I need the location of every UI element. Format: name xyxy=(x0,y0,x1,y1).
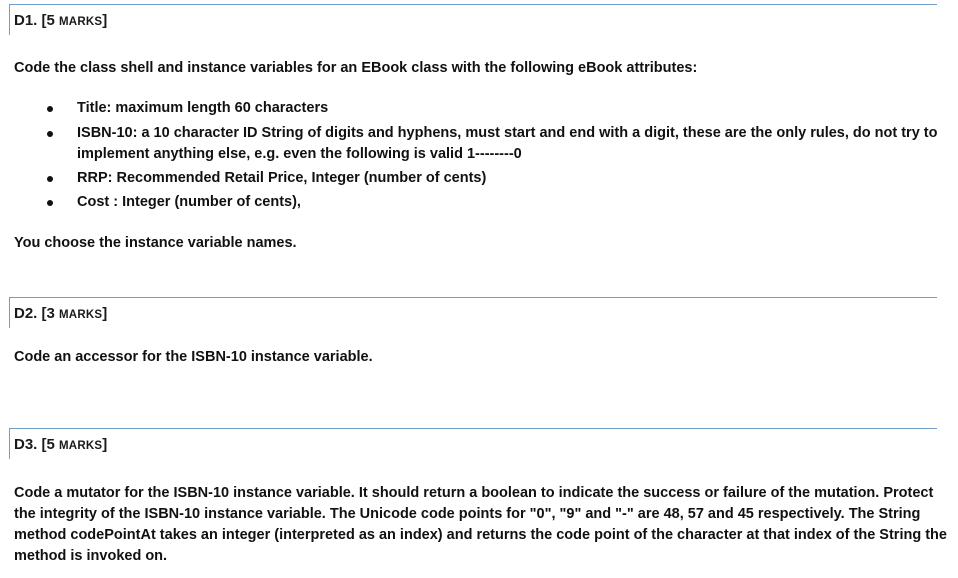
d2-body: Code an accessor for the ISBN-10 instance variable. xyxy=(14,349,373,365)
d3-heading xyxy=(14,436,107,453)
d1-bullet-text: ISBN-10: a 10 character ID String of digits and hyphens, must start and end with a digit, these are the only rules, do not try to implement anything else, e.g. even the following is valid 1--------0 xyxy=(77,125,938,162)
d3-body: Code a mutator for the ISBN-10 instance variable. It should return a boolean to indicate the success or failure of the mutation. Protect the integrity of the ISBN-10 instance variable. The Unicode code points for "0", "9" and "-" are 48, 57 and 45 respectively. The String method codePointAt takes an integer (interpreted as an index) and returns the code point of the character at that index of the String the method is invoked on. xyxy=(14,485,947,564)
bullet-dot-icon xyxy=(47,106,53,112)
d1-heading-marks-word: MARKS xyxy=(59,16,103,28)
d1-heading xyxy=(14,12,107,29)
d3-heading-box xyxy=(9,428,937,459)
d1-bullet-text: Title: maximum length 60 characters xyxy=(77,100,329,116)
bullet-dot-icon xyxy=(47,200,53,206)
d2-heading-marks-word: MARKS xyxy=(59,309,103,321)
d1-bullet-text: RRP: Recommended Retail Price, Integer (number of cents) xyxy=(77,170,487,186)
d1-intro: Code the class shell and instance variables for an EBook class with the following eBook attributes: xyxy=(14,60,698,76)
bullet-dot-icon xyxy=(47,176,53,182)
d3-heading-marks-open: [5 xyxy=(41,436,60,453)
d1-heading-marks-close: ] xyxy=(102,12,108,29)
d2-heading-box xyxy=(9,297,937,328)
bullet-dot-icon xyxy=(47,131,53,137)
d1-heading-box xyxy=(9,4,937,35)
d3-heading-marks-close: ] xyxy=(102,436,108,453)
d1-outro: You choose the instance variable names. xyxy=(14,235,297,251)
d3-heading-id: D3. xyxy=(14,436,38,453)
d3-heading-marks-word: MARKS xyxy=(59,440,103,452)
d1-heading-marks-open: [5 xyxy=(41,12,60,29)
d1-bullet-text: Cost : Integer (number of cents), xyxy=(77,194,301,210)
d2-heading xyxy=(14,305,107,322)
d2-heading-marks-open: [3 xyxy=(41,305,60,322)
d2-heading-id: D2. xyxy=(14,305,38,322)
d2-heading-marks-close: ] xyxy=(102,305,108,322)
d1-heading-id: D1. xyxy=(14,12,38,29)
